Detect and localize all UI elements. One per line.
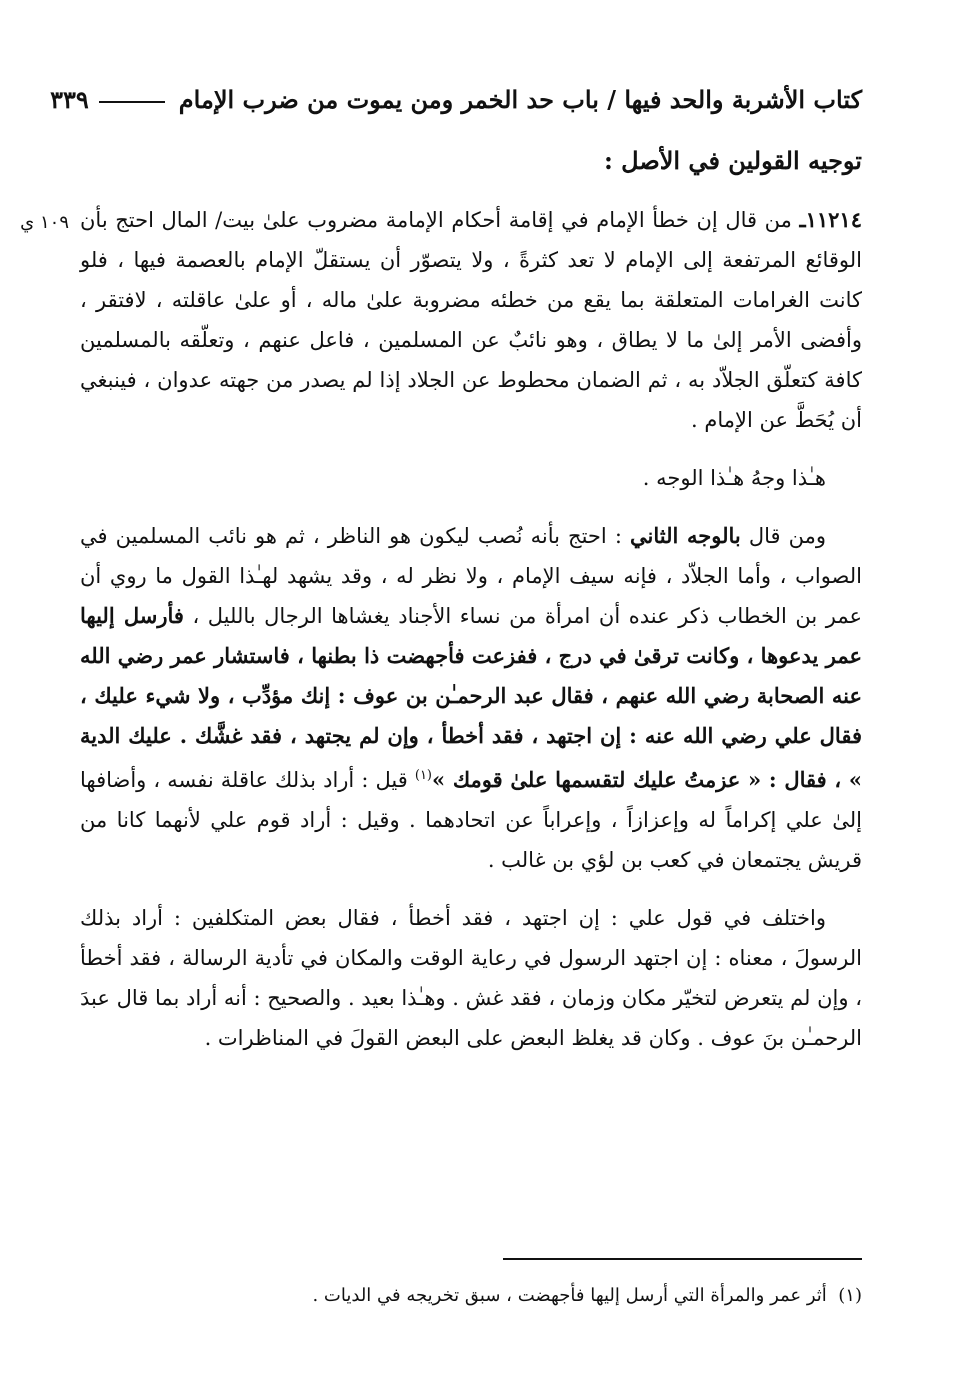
- footnote-divider: [503, 1258, 862, 1260]
- paragraph-1-text: من قال إن خطأ الإمام في إقامة أحكام الإمامة مضروب علىٰ بيت/ المال احتج بأن الوقائع المرتفعة إلى الإمام لا تعد كثرةً ، ولا يتصوّر أن يستقلّ الإمام بالعصمة فيها ، فلو كانت الغرامات المتعلقة بما يقع من خطئه مضروبة علىٰ ماله ، أو علىٰ عاقلته ، لافتقر ، وأفضى الأمر إلىٰ ما لا يطاق ، وهو نائبٌ عن المسلمين ، فاعل عنهم ، وتعلّقه بالمسلمين كافة كتعلّق الجلاّد به ، ثم الضمان محطوط عن الجلاد إذا لم يصدر من جهته عدوان ، فينبغي أن يُحَطَّ عن الإمام .: [80, 208, 862, 432]
- footnote-text: أثر عمر والمرأة التي أرسل إليها فأجهضت ، سبق تخريجه في الديات .: [312, 1285, 827, 1306]
- running-header: [50, 82, 862, 118]
- footnote-reference: (١): [414, 768, 432, 783]
- paragraph-2: هـٰذا وجهُ هـٰذا الوجه .: [642, 466, 826, 490]
- paragraph-number: ١١٢١٤ـ: [799, 207, 862, 232]
- paragraph-4: واختلف في قول علي : إن اجتهد ، فقد أخطأ ، فقال بعض المتكلفين : أراد بذلك الرسولَ ، معناه : إن اجتهد الرسول في رعاية الوقت والمكان في تأدية الرسالة ، فقد أخطأ ، وإن لم يتعرض لتخيّر مكان وزمان ، فقد غش . وهـٰذا بعيد . والصحيح : أنه أراد بما قال عبدَ الرحمـٰن بنَ عوف . وكان قد يغلظ البعض على البعض القولَ في المناظرات .: [80, 906, 862, 1050]
- paragraph-3-bold-quote: فأرسل إليها عمر يدعوها ، وكانت ترقىٰ في درج ، ففزعت فأجهضت ذا بطنها ، فاستشار عمر رضي الله عنه الصحابة رضي الله عنهم ، فقال عبد الرحمـٰن بن عوف : إنك مؤدِّب ، ولا شيء عليك ، فقال علي رضي الله عنه : إن اجتهد ، فقد أخطأ ، وإن لم يجتهد ، فقد غشَّك . عليك الدية » ، فقال : « عزمتُ عليك لتقسمها علىٰ قومك »: [80, 603, 863, 792]
- header-dash: [99, 101, 165, 103]
- section-heading: توجيه القولين في الأصل :: [603, 146, 862, 175]
- paragraph-1: [80, 200, 862, 440]
- paragraph-3-bold-term: بالوجه الثاني: [629, 523, 741, 548]
- paragraph-3-tail: قيل : أراد بذلك عاقلة نفسه ، وأضافها إلىٰ علي إكراماً له وإعزازاً ، وإعراباً عن اتحادهما . وقيل : أراد قوم علي لأنهما كانا من قريش يجتمعان في كعب بن لؤي بن غالب .: [80, 768, 862, 872]
- paragraph-3-text: : احتج بأنه نُصب ليكون هو الناظر ، ثم هو نائب المسلمين في الصواب ، وأما الجلاّد ، فإنه سيف الإمام ، ولا نظر له ، وقد يشهد لهـٰذا القول ما روي أن عمر بن الخطاب ذكر عنده أن امرأة من نساء الأجناد يغشاها الرجال بالليل ،: [80, 524, 862, 628]
- paragraph-3-lead: ومن قال: [740, 524, 827, 548]
- footnote: [80, 1282, 862, 1310]
- page-number: ٣٣٩: [50, 85, 89, 114]
- body-text: [80, 200, 862, 1076]
- footnote-number: (١): [838, 1285, 862, 1306]
- paragraph-3: [80, 516, 862, 880]
- margin-note: ١٠٩ ي: [20, 212, 69, 233]
- header-title: كتاب الأشربة والحد فيها / باب حد الخمر ومن يموت من ضرب الإمام: [178, 85, 862, 114]
